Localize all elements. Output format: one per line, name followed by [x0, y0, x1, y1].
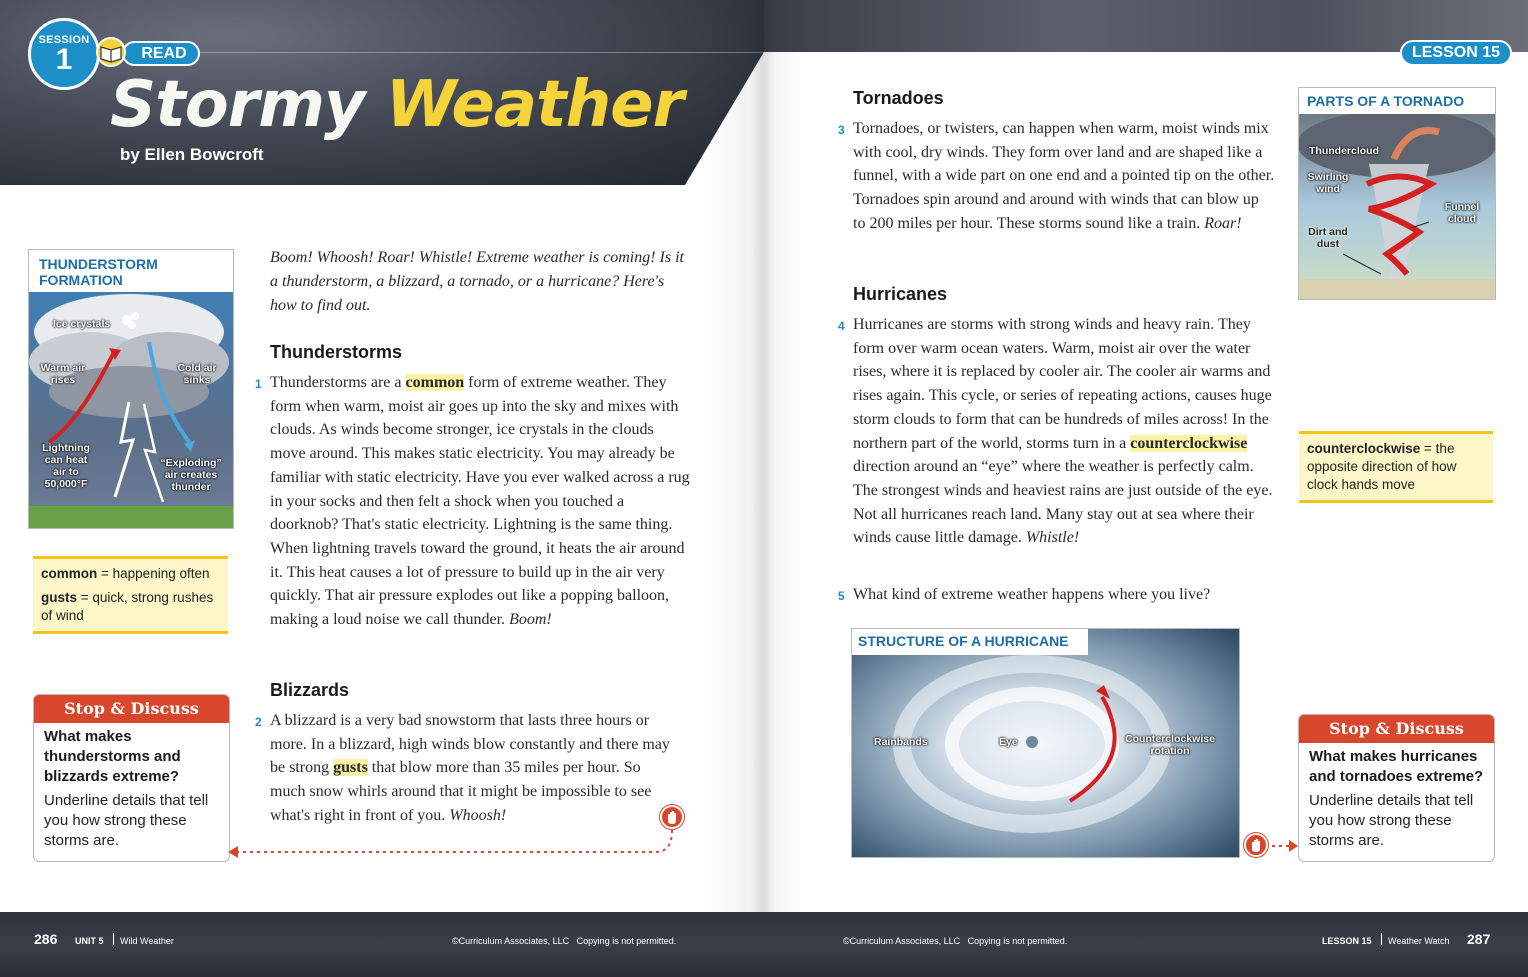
unit-topic: Wild Weather — [120, 936, 174, 946]
lesson-label-footer: LESSON 15 — [1322, 936, 1372, 946]
text-run: form of extreme weather. They form when warm, moist air goes up into the sky and mixes with clouds. As winds become stronger, ice crystals in the clouds move around. This makes static electricity. You may already be familiar with static electricity. Have you ever walked across a rug in your socks and then felt a shock when you touched a doorknob? That's static electricity. Lightning is the same thing. When lightning travels toward the ground, it heats the air around it. This heat causes a lot of pressure to build up in the air very quickly. That air pressure explodes out like a popping balloon, making a loud noise we call thunder. — [270, 374, 690, 629]
header-rule — [764, 52, 1400, 53]
vocab-entry-common — [41, 565, 220, 583]
session-number: 1 — [55, 43, 73, 76]
paragraph-number: 3 — [838, 123, 845, 137]
figure-title-line-1: THUNDERSTORM — [39, 256, 158, 272]
copyright-left: ©Curriculum Associates, LLC Copying is not permitted. — [452, 936, 677, 946]
text-run: direction around an “eye” where the weather is perfectly calm. The strongest winds and heaviest rains are just outside of the eye. Not all hurricanes reach land. Many stay out at sea where their winds cause little damage. — [853, 458, 1273, 547]
paragraph-number: 4 — [838, 319, 845, 333]
lesson-pill: LESSON 15 — [1400, 40, 1512, 66]
stop-discuss-heading: Stop & Discuss — [1299, 715, 1494, 743]
read-pill: READ — [122, 41, 200, 66]
figure-title-line-2: FORMATION — [39, 272, 123, 288]
text-run-italic: Whoosh! — [449, 806, 507, 824]
unit-label: UNIT 5 — [75, 936, 104, 946]
stop-and-discuss-left — [33, 694, 230, 862]
stop-discuss-question: What makes thunderstorms and blizzards extreme? — [44, 728, 181, 785]
paragraph-number: 1 — [255, 377, 262, 391]
heading-tornadoes: Tornadoes — [853, 88, 944, 108]
session-badge — [28, 18, 100, 90]
title-word-1: Stormy — [110, 68, 365, 142]
label-ice-crystals: Ice crystals — [53, 318, 111, 330]
hand-icon — [660, 805, 684, 829]
copyright-right: ©Curriculum Associates, LLC Copying is not permitted. — [843, 936, 1068, 946]
label-lightning: Lightning can heat air to 50,000°F — [42, 442, 90, 490]
stop-discuss-question: What makes hurricanes and tornadoes extreme? — [1309, 748, 1484, 785]
paragraph-number: 2 — [255, 715, 262, 729]
lesson-topic: Weather Watch — [1388, 936, 1450, 946]
highlighted-word-counterclockwise: counterclockwise — [1130, 434, 1248, 452]
vocab-entry-gusts — [41, 589, 220, 625]
thunderstorm-figure-title — [29, 250, 233, 288]
page-title — [110, 68, 683, 142]
text-run: that blow more than 35 miles per hour. So much snow whirls around that it might be impossible to see what's right in front of you. — [270, 759, 652, 824]
text-run-italic: Roar! — [1204, 214, 1242, 232]
footer-bar — [0, 912, 1528, 977]
hand-glyph — [662, 807, 682, 827]
paragraph-blizzards — [270, 709, 678, 828]
text-run: Tornadoes, or twisters, can happen when warm, moist winds mix with cool, dry winds. They form over land and are shaped like a funnel, with a wide part on one end and a pointed tip on the other. Tornadoes spin around and around with winds that can blow up to 200 miles per hour. These storms sound like a train. — [853, 120, 1275, 232]
text-run: Thunderstorms are a — [270, 374, 406, 391]
stop-and-discuss-right — [1298, 714, 1495, 862]
text-run: Hurricanes are storms with strong winds and heavy rain. They form over warm ocean waters. Warm, moist air over the water rises, where it is replaced by cooler air. The cooler air warms and rises again. This cycle, or series of repeating actions, causes huge storm clouds to form that can be hundreds of miles across! In the northern part of the world, storms turn in a — [853, 316, 1272, 452]
right-page — [764, 0, 1528, 977]
tornado-figure — [1298, 87, 1496, 300]
footer-separator — [1381, 933, 1382, 945]
intro-paragraph: Boom! Whoosh! Roar! Whistle! Extreme weather is coming! Is it a thunderstorm, a blizzard, a tornado, or a hurricane? Here's how to find out. — [270, 249, 684, 314]
highlighted-word-gusts: gusts — [333, 759, 368, 777]
label-swirling-wind: Swirling wind — [1307, 171, 1349, 195]
dotted-arrow-right — [1270, 838, 1300, 854]
hurricane-figure-title: STRUCTURE OF A HURRICANE — [858, 633, 1069, 649]
label-rainbands: Rainbands — [874, 736, 928, 748]
vocab-definition: = quick, strong rushes of wind — [41, 590, 214, 623]
vocab-definition: = the opposite direction of how clock hands move — [1307, 441, 1457, 492]
text-run-italic: Boom! — [509, 611, 552, 629]
footer-separator — [113, 933, 114, 945]
heading-hurricanes: Hurricanes — [853, 284, 948, 304]
stop-discuss-heading: Stop & Discuss — [34, 695, 229, 723]
text-run-italic: Whistle! — [1025, 529, 1080, 547]
thunderstorm-figure — [28, 249, 234, 529]
label-thundercloud: Thundercloud — [1309, 145, 1379, 157]
vocab-box-right — [1299, 431, 1493, 503]
hurricane-figure — [851, 628, 1240, 858]
stop-discuss-instruction: Underline details that tell you how strong these storms are. — [44, 792, 209, 849]
highlighted-word-common: common — [405, 374, 465, 391]
header-rule — [200, 52, 764, 53]
label-exploding-air: “Exploding” air creates thunder — [160, 457, 222, 493]
label-dirt-and-dust: Dirt and dust — [1308, 226, 1348, 250]
hand-glyph — [1246, 835, 1266, 855]
question-5: What kind of extreme weather happens where you live? — [853, 586, 1211, 603]
paragraph-number: 5 — [838, 589, 845, 603]
hand-icon — [1244, 833, 1268, 857]
paragraph-hurricanes — [853, 313, 1275, 550]
heading-blizzards: Blizzards — [270, 680, 350, 700]
byline: by Ellen Bowcroft — [120, 145, 264, 164]
label-cold-air: Cold air sinks — [177, 362, 217, 386]
text-run: A blizzard is a very bad snowstorm that lasts three hours or more. In a blizzard, high winds blow constantly and there may be strong — [270, 712, 670, 777]
stop-discuss-instruction: Underline details that tell you how strong these storms are. — [1309, 792, 1474, 849]
vocab-word: common — [41, 566, 98, 581]
heading-thunderstorms: Thunderstorms — [270, 342, 403, 362]
label-warm-air: Warm air rises — [40, 362, 86, 386]
tornado-figure-title: PARTS OF A TORNADO — [1307, 93, 1465, 109]
label-funnel-cloud: Funnel cloud — [1444, 201, 1480, 225]
vocab-word: counterclockwise — [1307, 441, 1421, 456]
right-page-number: 287 — [1467, 931, 1491, 947]
paragraph-thunderstorms — [270, 371, 690, 632]
title-word-2: Weather — [385, 68, 684, 142]
vocab-word: gusts — [41, 590, 78, 605]
book-icon — [94, 37, 130, 67]
dotted-arrow-left — [226, 828, 676, 858]
session-label: SESSION — [38, 34, 90, 46]
paragraph-tornadoes — [853, 117, 1275, 236]
vocab-box-left — [33, 556, 228, 634]
vocab-definition: = happening often — [97, 566, 210, 581]
label-rotation: Counterclockwise rotation — [1125, 733, 1215, 757]
left-page-number: 286 — [34, 931, 58, 947]
label-eye: Eye — [999, 736, 1018, 748]
